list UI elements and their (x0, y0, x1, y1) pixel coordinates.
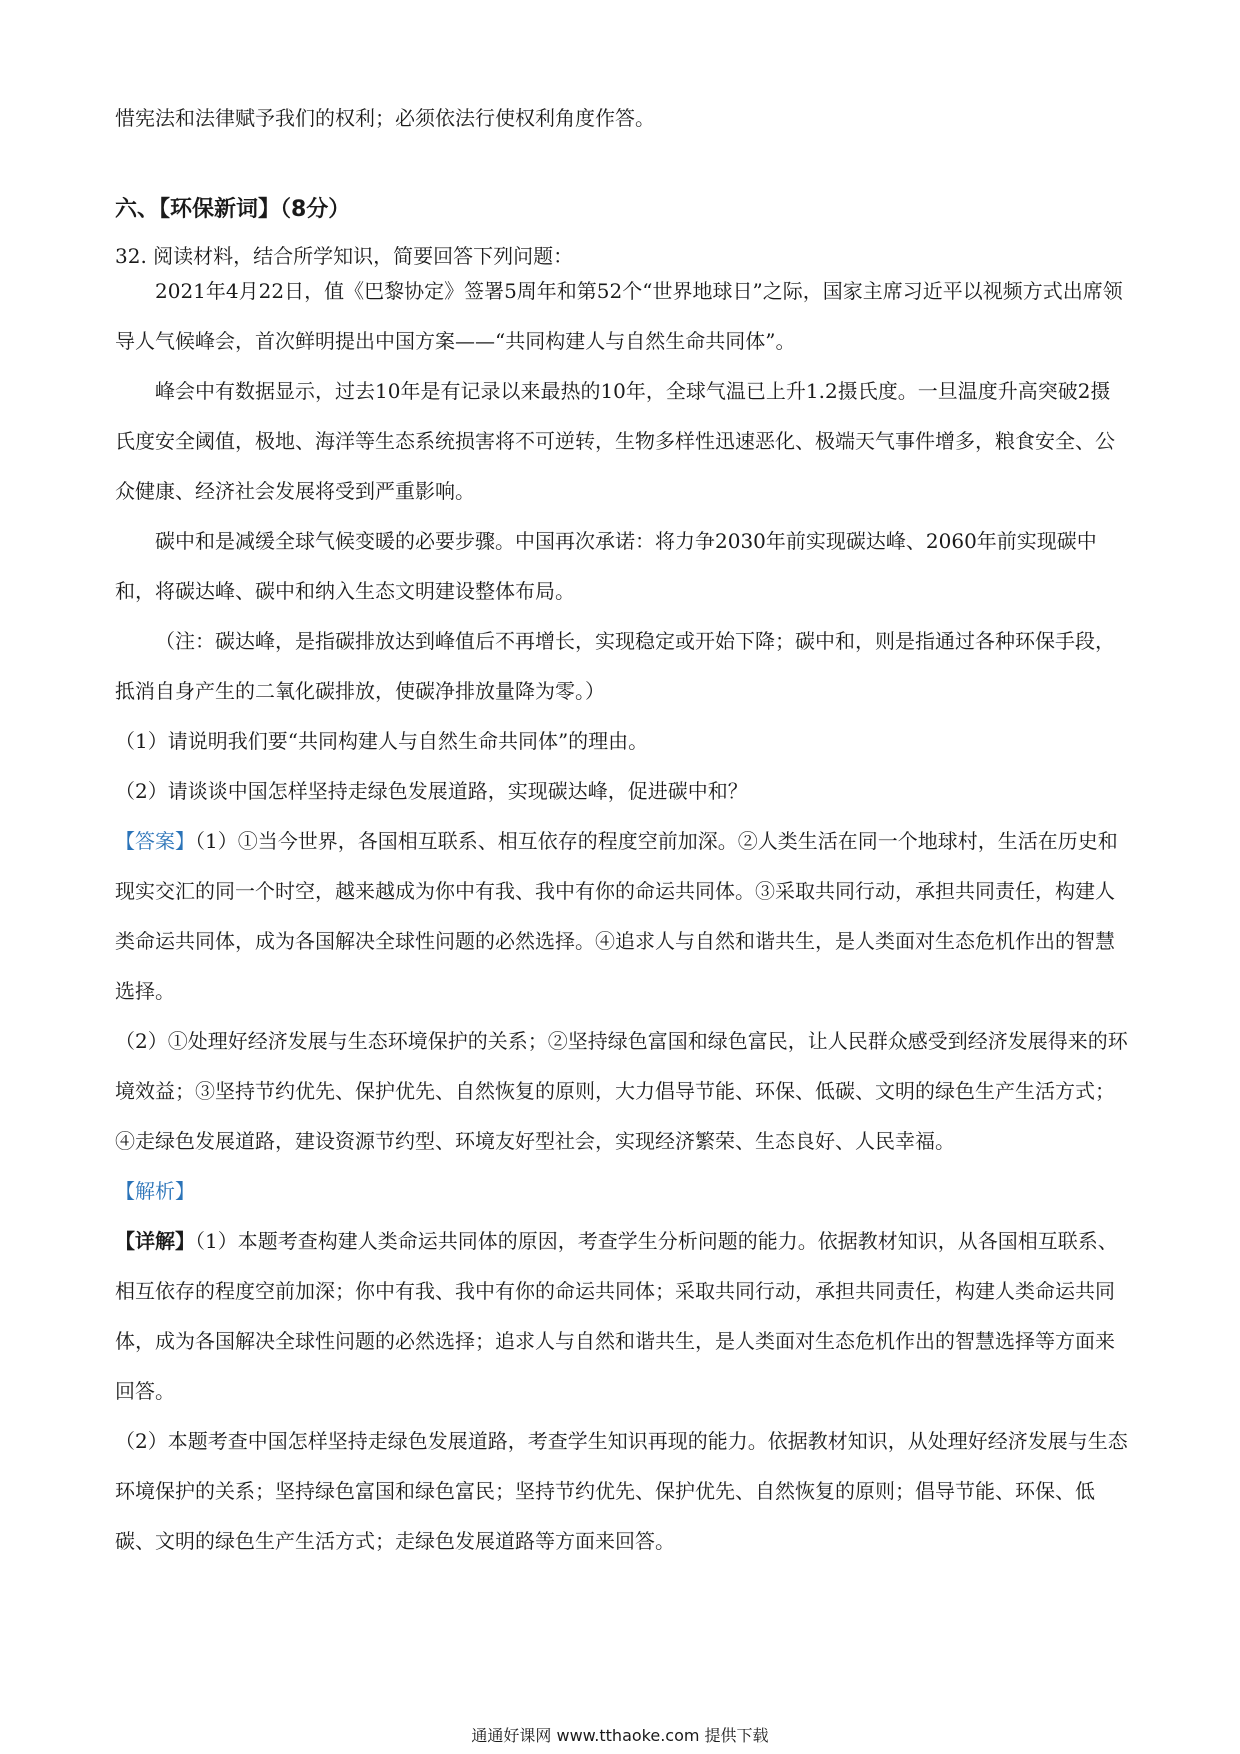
material-note: （注：碳达峰，是指碳排放达到峰值后不再增长，实现稳定或开始下降；碳中和，则是指通过各种环保手段，抵消自身产生的二氧化碳排放，使碳净排放量降为零。） (115, 629, 1115, 703)
sub-question-2: （2）请谈谈中国怎样坚持走绿色发展道路，实现碳达峰，促进碳中和？ (115, 779, 748, 803)
material-paragraph: 峰会中有数据显示，过去10年是有记录以来最热的10年，全球气温已上升1.2摄氏度。一旦温度升高突破2摄氏度安全阈值，极地、海洋等生态系统损害将不可逆转，生物多样性迅速恶化、极端天气事件增多，粮食安全、公众健康、经济社会发展将受到严重影响。 (115, 379, 1115, 503)
detail-label: 【详解】 (115, 1229, 195, 1253)
footer-watermark: 通通好课网 www.tthaoke.com 提供下载 (471, 1726, 769, 1745)
analysis-part-2: （2）本题考查中国怎样坚持走绿色发展道路，考查学生知识再现的能力。依据教材知识，从处理好经济发展与生态环境保护的关系；坚持绿色富国和绿色富民；坚持节约优先、保护优先、自然恢复的原则；倡导节能、环保、低碳、文明的绿色生产生活方式；走绿色发展道路等方面来回答。 (115, 1429, 1128, 1553)
continuation-text: 惜宪法和法律赋予我们的权利；必须依法行使权利角度作答。 (115, 106, 655, 130)
material-paragraph: 碳中和是减缓全球气候变暖的必要步骤。中国再次承诺：将力争2030年前实现碳达峰、2060年前实现碳中和，将碳达峰、碳中和纳入生态文明建设整体布局。 (115, 529, 1097, 603)
answer-label: 【答案】 (115, 829, 195, 853)
analysis-part-1: 【详解】（1）本题考查构建人类命运共同体的原因，考查学生分析问题的能力。依据教材知识，从各国相互联系、相互依存的程度空前加深；你中有我、我中有你的命运共同体；采取共同行动，承担共同责任，构建人类命运共同体，成为各国解决全球性问题的必然选择；追求人与自然和谐共生，是人类面对生态危机作出的智慧选择等方面来回答。 (115, 1229, 1118, 1403)
analysis-label: 【解析】 (115, 1179, 195, 1203)
answer-part-1: 【答案】（1）①当今世界，各国相互联系、相互依存的程度空前加深。②人类生活在同一个地球村，生活在历史和现实交汇的同一个时空，越来越成为你中有我、我中有你的命运共同体。③采取共同行动，承担共同责任，构建人类命运共同体，成为各国解决全球性问题的必然选择。④追求人与自然和谐共生，是人类面对生态危机作出的智慧选择。 (115, 829, 1118, 1003)
material-paragraph: 2021年4月22日，值《巴黎协定》签署5周年和第52个“世界地球日”之际，国家主席习近平以视频方式出席领导人气候峰会，首次鲜明提出中国方案——“共同构建人与自然生命共同体”。 (115, 279, 1123, 353)
section-heading: 六、【环保新词】（8分） (115, 197, 351, 222)
answer-part-2: （2）①处理好经济发展与生态环境保护的关系；②坚持绿色富国和绿色富民，让人民群众感受到经济发展得来的环境效益；③坚持节约优先、保护优先、自然恢复的原则，大力倡导节能、环保、低碳、文明的绿色生产生活方式；④走绿色发展道路，建设资源节约型、环境友好型社会，实现经济繁荣、生态良好、人民幸福。 (115, 1029, 1128, 1153)
sub-question-1: （1）请说明我们要“共同构建人与自然生命共同体”的理由。 (115, 729, 649, 753)
question-stem: 32. 阅读材料，结合所学知识，简要回答下列问题： (115, 244, 574, 268)
material-block (115, 266, 1130, 1566)
